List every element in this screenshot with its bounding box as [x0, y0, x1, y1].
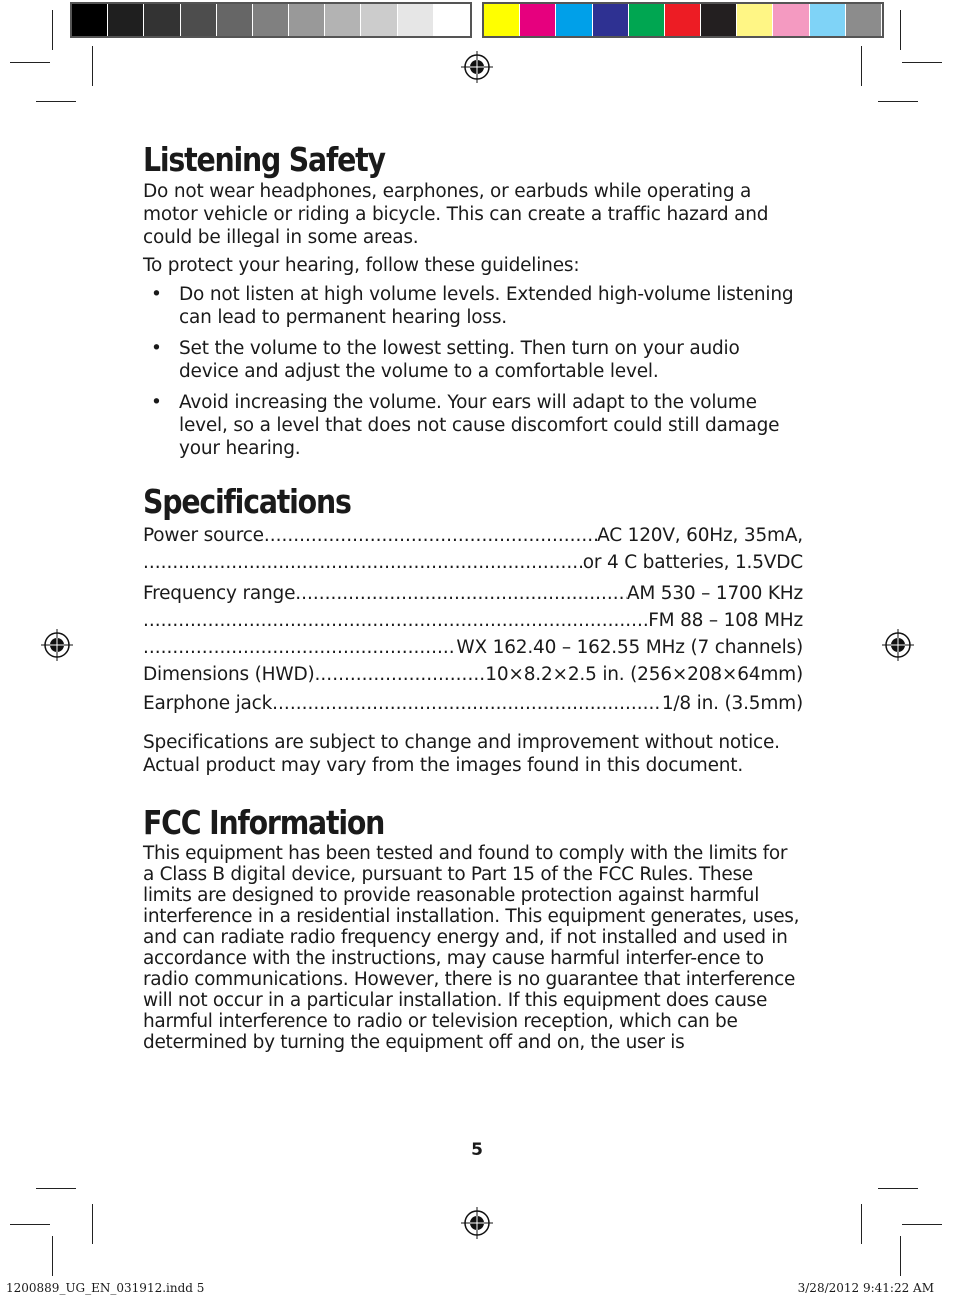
list-item: • Do not listen at high volume levels. Extended high-volume listening can lead to permanent hearing loss. — [143, 283, 803, 329]
page-number: 5 — [471, 1140, 483, 1160]
crop-mark — [878, 1188, 918, 1189]
fcc-section — [143, 803, 803, 1053]
spec-value: AC 120V, 60Hz, 35mA, — [597, 525, 803, 546]
grayscale-color-bar — [70, 2, 472, 38]
crop-mark — [92, 1204, 93, 1244]
registration-mark-icon — [40, 628, 74, 662]
color-swatch — [144, 4, 180, 36]
color-swatch — [665, 4, 701, 36]
list-item: • Avoid increasing the volume. Your ears will adapt to the volume level, so a level that does not cause discomfort could still damage your hearing. — [143, 391, 803, 460]
crop-mark — [861, 46, 862, 86]
spec-row — [143, 636, 803, 659]
color-swatch — [520, 4, 556, 36]
specifications-note: Specifications are subject to change and improvement without notice. Actual product may vary from the images found in this document. — [143, 732, 780, 776]
color-swatch — [737, 4, 773, 36]
spec-row — [143, 524, 803, 547]
spec-value: WX 162.40 – 162.55 MHz (7 channels) — [456, 637, 803, 658]
color-swatch — [593, 4, 629, 36]
spec-label: Power source — [143, 525, 264, 546]
color-swatch — [217, 4, 253, 36]
spec-value: 10×8.2×2.5 in. (256×208×64mm) — [485, 664, 803, 685]
color-swatch — [289, 4, 325, 36]
spec-row — [143, 609, 803, 632]
listening-safety-heading: Listening Safety — [143, 140, 385, 179]
crop-mark — [878, 101, 918, 102]
crop-mark — [900, 1236, 901, 1276]
crop-mark — [902, 1224, 942, 1225]
spec-value: FM 88 – 108 MHz — [648, 610, 803, 631]
crop-mark — [36, 101, 76, 102]
fcc-heading: FCC Information — [143, 803, 385, 842]
spec-value: AM 530 – 1700 KHz — [626, 583, 803, 604]
color-swatch — [325, 4, 361, 36]
spec-value: 1/8 in. (3.5mm) — [661, 693, 803, 714]
crop-mark — [861, 1204, 862, 1244]
spec-value: or 4 C batteries, 1.5VDC — [582, 552, 803, 573]
color-swatch — [181, 4, 217, 36]
color-swatch — [253, 4, 289, 36]
color-swatch — [556, 4, 592, 36]
crop-mark — [36, 1188, 76, 1189]
spec-row — [143, 663, 803, 686]
fcc-paragraph: This equipment has been tested and found to comply with the limits for a Class B digital device, pursuant to Part 15 of the FCC Rules. These limits are designed to provide reasonable protection against harmful interference in a residential installation. This equipment generates, uses, and can radiate radio frequency energy and, if not installed and used in accordance with the instructions, may cause harmful interfer-ence to radio communications. However, there is no guarantee that interference will not occur in a particular installation. If this equipment does cause harmful interference to radio or television reception, which can be determined by turning the equipment off and on, the user is — [143, 843, 800, 1053]
color-swatch — [108, 4, 144, 36]
color-swatch — [773, 4, 809, 36]
spec-row — [143, 551, 803, 574]
color-swatch — [701, 4, 737, 36]
guidelines-list — [143, 283, 803, 460]
color-swatch — [846, 4, 882, 36]
registration-mark-icon — [460, 50, 494, 84]
list-item: • Set the volume to the lowest setting. Then turn on your audio device and adjust the volume to a comfortable level. — [143, 337, 803, 383]
spec-label: Frequency range — [143, 583, 296, 604]
crop-mark — [900, 10, 901, 50]
crop-mark — [10, 1224, 50, 1225]
color-swatch — [434, 4, 470, 36]
color-swatch — [72, 4, 108, 36]
guidelines-intro: To protect your hearing, follow these guidelines: — [143, 255, 580, 276]
registration-mark-icon — [881, 628, 915, 662]
crop-mark — [52, 1236, 53, 1276]
specifications-section — [143, 482, 803, 777]
color-swatch — [398, 4, 434, 36]
color-swatch — [361, 4, 397, 36]
color-swatch — [629, 4, 665, 36]
spec-row — [143, 582, 803, 605]
color-swatch — [810, 4, 846, 36]
date-slug: 3/28/2012 9:41:22 AM — [797, 1281, 934, 1295]
specifications-heading: Specifications — [143, 482, 351, 521]
spec-label: Dimensions (HWD) — [143, 664, 315, 685]
file-slug: 1200889_UG_EN_031912.indd 5 — [6, 1281, 205, 1295]
spec-label: Earphone jack — [143, 693, 273, 714]
crop-mark — [92, 46, 93, 86]
crop-mark — [52, 10, 53, 50]
crop-mark — [10, 62, 50, 63]
crop-mark — [902, 62, 942, 63]
listening-safety-section — [143, 140, 803, 460]
listening-safety-paragraph: Do not wear headphones, earphones, or earbuds while operating a motor vehicle or riding a bicycle. This can create a traffic hazard and could be illegal in some areas. — [143, 181, 769, 248]
spec-row — [143, 692, 803, 715]
process-color-bar — [482, 2, 884, 38]
registration-mark-icon — [460, 1206, 494, 1240]
color-swatch — [484, 4, 520, 36]
page-content — [143, 140, 803, 1053]
